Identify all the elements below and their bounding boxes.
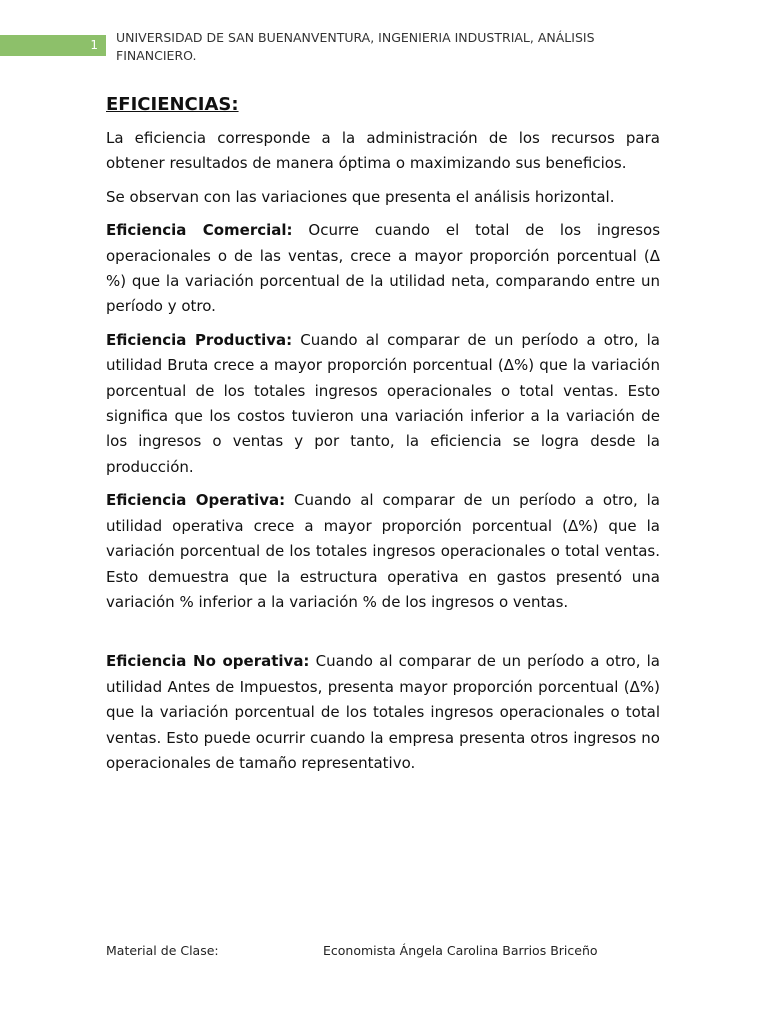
definition-text: Ocurre cuando el total de los ingresos operacionales o de las ventas, crece a mayor proporción porcentual (Δ %) que la variación porcentual de la utilidad neta, comparando entre un período y otro. — [106, 221, 661, 316]
running-header: UNIVERSIDAD DE SAN BUENANVENTURA, INGENIERIA INDUSTRIAL, ANÁLISIS FINANCIERO. — [116, 30, 595, 63]
paragraph-eficiencia-operativa — [106, 488, 660, 615]
paragraph-eficiencia-no-operativa — [106, 649, 660, 776]
paragraph-eficiencia-productiva — [106, 328, 660, 480]
term-eficiencia-no-operativa: Eficiencia No operativa: — [106, 652, 310, 671]
definition-text: Cuando al comparar de un período a otro, la utilidad operativa crece a mayor proporción porcentual (Δ%) que la variación porcentual de los totales ingresos operacionales o total ventas. Esto demuestra que la estructura operativa en gastos presentó una variación % inferior a la variación % de los ingresos o ventas. — [106, 491, 660, 611]
definition-text: Cuando al comparar de un período a otro, la utilidad Antes de Impuestos, presenta mayor proporción porcentual (Δ%) que la variación porcentual de los totales ingresos operacionales o total ventas. Esto puede ocurrir cuando la empresa presenta otros ingresos no operacionales de tamaño representativo. — [106, 652, 660, 772]
document-body — [106, 92, 660, 784]
footer-label: Material de Clase: — [106, 943, 219, 958]
term-eficiencia-comercial: Eficiencia Comercial: — [106, 221, 293, 240]
paragraph-eficiencia-comercial — [106, 218, 660, 320]
term-eficiencia-productiva: Eficiencia Productiva: — [106, 330, 293, 349]
section-title: EFICIENCIAS: — [106, 94, 239, 115]
footer-author: Economista Ángela Carolina Barrios Briceño — [323, 943, 598, 958]
definition-text: Cuando al comparar de un período a otro, la utilidad Bruta crece a mayor proporción porcentual (Δ%) que la variación porcentual de los totales ingresos operacionales o total ventas. Esto significa que los costos tuvieron una variación inferior a la variación de los ingresos o ventas y por tanto, la eficiencia se logra desde la producción. — [106, 330, 660, 476]
intro-paragraph-2: Se observan con las variaciones que presenta el análisis horizontal. — [106, 187, 615, 206]
term-eficiencia-operativa: Eficiencia Operativa: — [106, 491, 286, 510]
intro-paragraph: La eficiencia corresponde a la administración de los recursos para obtener resultados de manera óptima o maximizando sus beneficios. — [106, 129, 660, 173]
page-number: 1 — [0, 35, 106, 56]
